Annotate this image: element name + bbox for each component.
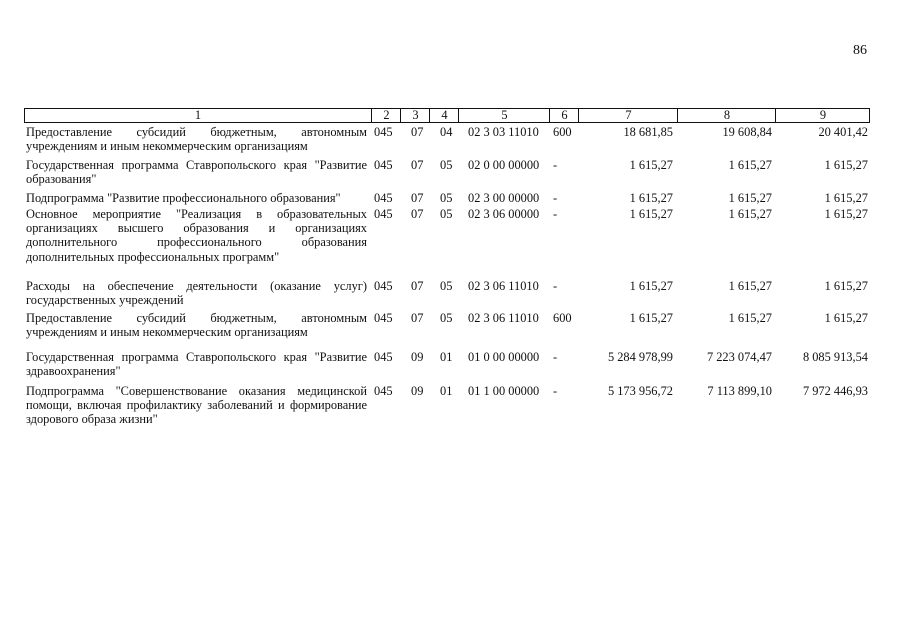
row-col-3: 09	[411, 384, 424, 398]
row-col-4: 05	[440, 279, 453, 293]
row-name: Подпрограмма "Совершенствование оказания медицинской помощи, включая профилактику заболеваний и формирование здорового образа жизни"	[26, 384, 367, 427]
row-name: Расходы на обеспечение деятельности (оказание услуг) государственных учреждений	[26, 279, 367, 308]
row-col-3: 07	[411, 158, 424, 172]
row-col-8: 1 615,27	[728, 279, 772, 293]
row-col-6: -	[553, 350, 558, 364]
row-col-4: 01	[440, 384, 453, 398]
header-cell-2: 2	[371, 109, 401, 122]
row-col-8: 19 608,84	[722, 125, 772, 139]
row-name: Основное мероприятие "Реализация в образовательных организациях высшего образования и организациях дополнительного профессионального образования дополнительных профессиональных программ"	[26, 207, 367, 264]
header-cell-6: 6	[549, 109, 579, 122]
row-col-6: -	[553, 279, 558, 293]
header-cell-8: 8	[677, 109, 776, 122]
row-col-7: 1 615,27	[629, 158, 673, 172]
row-col-9: 1 615,27	[824, 207, 868, 221]
header-cell-5: 5	[458, 109, 550, 122]
row-col-9: 1 615,27	[824, 191, 868, 205]
row-col-7: 1 615,27	[629, 191, 673, 205]
header-cell-1: 1	[194, 108, 202, 123]
row-col-9: 1 615,27	[824, 158, 868, 172]
row-col-2: 045	[374, 191, 393, 205]
row-name: Подпрограмма "Развитие профессионального образования"	[26, 191, 341, 205]
row-col-4: 05	[440, 207, 453, 221]
row-col-4: 05	[440, 158, 453, 172]
row-col-2: 045	[374, 158, 393, 172]
row-col-3: 07	[411, 279, 424, 293]
row-col-7: 1 615,27	[629, 311, 673, 325]
row-col-5: 02 3 06 11010	[468, 311, 539, 325]
row-col-3: 07	[411, 191, 424, 205]
row-name: Государственная программа Ставропольского края "Развитие образования"	[26, 158, 367, 187]
row-col-5: 02 3 06 11010	[468, 279, 539, 293]
row-col-6: -	[553, 191, 558, 205]
header-cell-4: 4	[429, 109, 459, 122]
row-col-3: 07	[411, 311, 424, 325]
row-col-6: 600	[553, 311, 572, 325]
row-col-8: 1 615,27	[728, 207, 772, 221]
row-col-2: 045	[374, 279, 393, 293]
row-col-7: 18 681,85	[623, 125, 673, 139]
row-col-5: 02 3 06 00000	[468, 207, 540, 221]
row-col-8: 1 615,27	[728, 191, 772, 205]
row-col-2: 045	[374, 125, 393, 139]
row-col-4: 05	[440, 191, 453, 205]
row-col-7: 5 173 956,72	[607, 384, 673, 398]
row-col-9: 8 085 913,54	[802, 350, 868, 364]
row-col-9: 1 615,27	[824, 311, 868, 325]
row-col-2: 045	[374, 207, 393, 221]
row-col-9: 7 972 446,93	[802, 384, 868, 398]
row-col-7: 5 284 978,99	[607, 350, 673, 364]
row-col-5: 01 1 00 00000	[468, 384, 540, 398]
row-col-5: 02 0 00 00000	[468, 158, 540, 172]
row-col-7: 1 615,27	[629, 207, 673, 221]
table-header-row	[24, 108, 870, 123]
row-col-4: 05	[440, 311, 453, 325]
row-col-5: 02 3 00 00000	[468, 191, 540, 205]
page-number: 86	[853, 43, 867, 58]
row-col-6: 600	[553, 125, 572, 139]
row-col-6: -	[553, 158, 558, 172]
row-col-5: 02 3 03 11010	[468, 125, 539, 139]
row-col-8: 7 113 899,10	[707, 384, 772, 398]
row-col-5: 01 0 00 00000	[468, 350, 540, 364]
row-col-8: 1 615,27	[728, 311, 772, 325]
row-col-8: 1 615,27	[728, 158, 772, 172]
row-col-2: 045	[374, 384, 393, 398]
row-col-6: -	[553, 207, 558, 221]
header-cell-3: 3	[400, 109, 430, 122]
row-col-9: 1 615,27	[824, 279, 868, 293]
header-cell-9: 9	[775, 109, 870, 122]
row-col-7: 1 615,27	[629, 279, 673, 293]
row-col-2: 045	[374, 311, 393, 325]
header-cell-7: 7	[578, 109, 678, 122]
row-name: Предоставление субсидий бюджетным, автономным учреждениям и иным некоммерческим организациям	[26, 125, 367, 154]
row-col-4: 01	[440, 350, 453, 364]
row-col-8: 7 223 074,47	[706, 350, 772, 364]
row-col-9: 20 401,42	[818, 125, 868, 139]
row-col-3: 07	[411, 207, 424, 221]
row-col-4: 04	[440, 125, 453, 139]
row-col-6: -	[553, 384, 558, 398]
row-col-3: 07	[411, 125, 424, 139]
row-col-2: 045	[374, 350, 393, 364]
row-col-3: 09	[411, 350, 424, 364]
row-name: Государственная программа Ставропольского края "Развитие здравоохранения"	[26, 350, 367, 379]
row-name: Предоставление субсидий бюджетным, автономным учреждениям и иным некоммерческим организациям	[26, 311, 367, 340]
